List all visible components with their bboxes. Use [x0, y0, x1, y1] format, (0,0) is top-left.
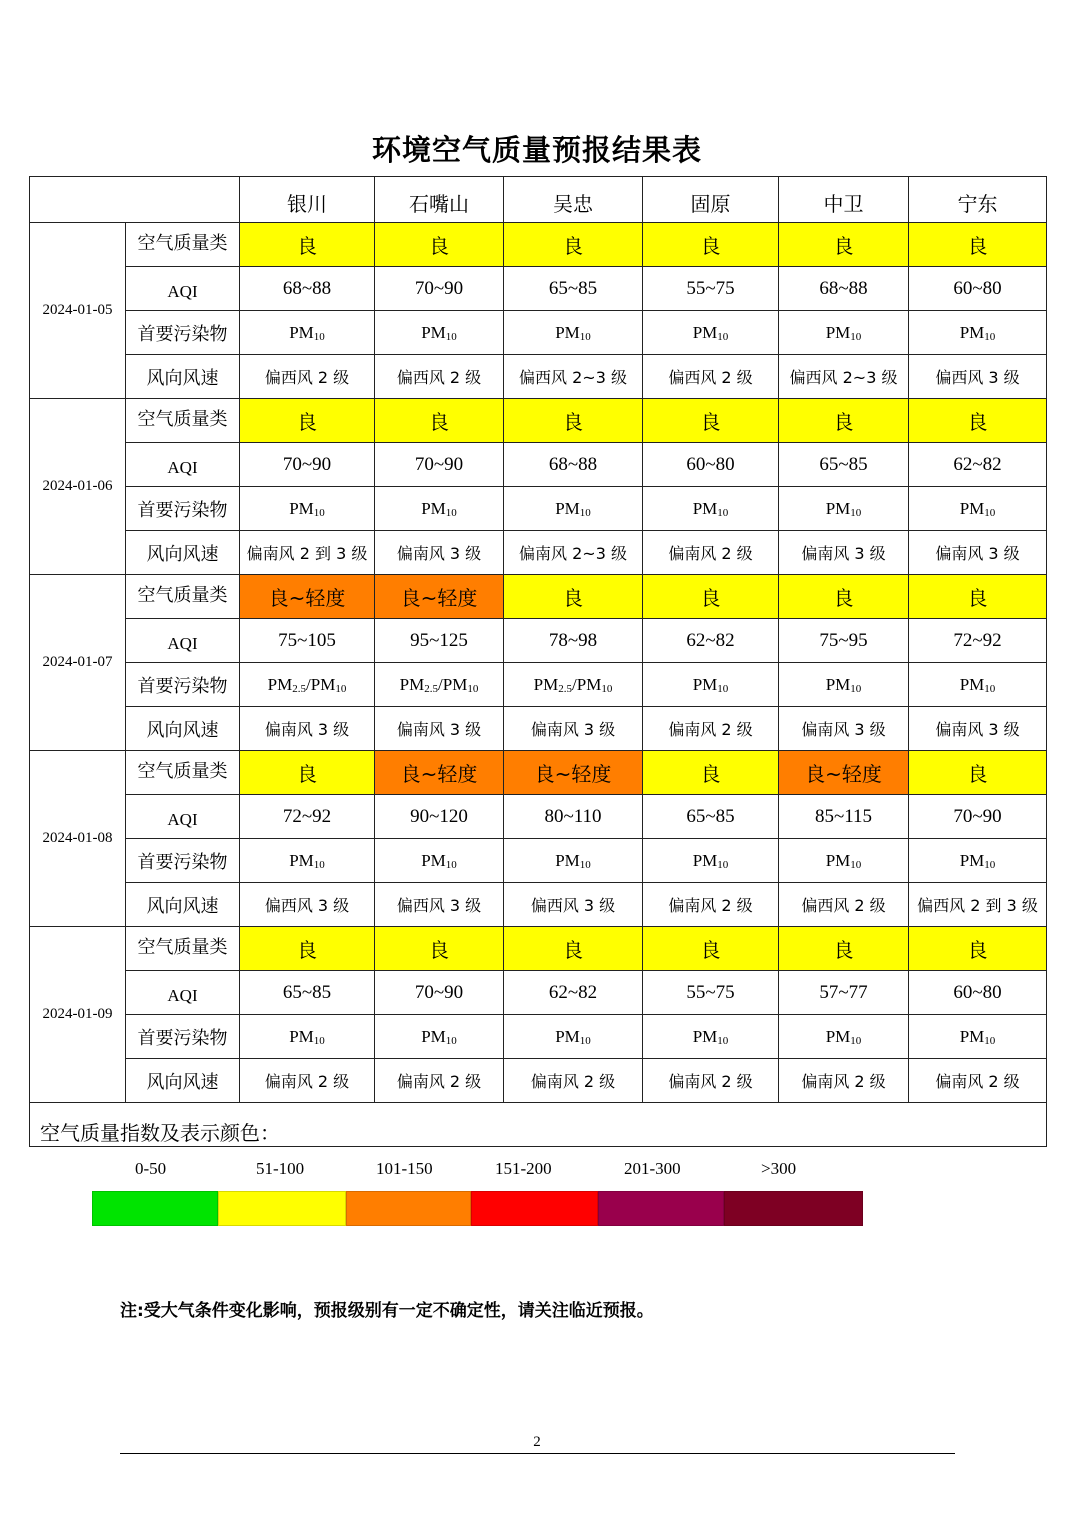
legend-color-swatch — [92, 1191, 218, 1226]
aqi-row — [30, 795, 1047, 839]
wind-cell: 偏西风 2~3 级 — [779, 355, 909, 399]
note-text: 注:受大气条件变化影响，预报级别有一定不确定性，请关注临近预报。 — [120, 1301, 654, 1321]
legend-color-swatch — [724, 1191, 863, 1226]
page-number: 2 — [533, 1434, 541, 1450]
quality-category-cell: 良 — [240, 223, 375, 267]
wind-cell: 偏南风 2~3 级 — [504, 531, 643, 575]
quality-category-cell: 良 — [779, 927, 909, 971]
pollutant-cell: $PM_{10}$ — [504, 311, 643, 355]
aqi-row — [30, 971, 1047, 1015]
quality-row — [30, 399, 1047, 443]
quality-category-cell: 良 — [504, 575, 643, 619]
row-label-quality: 空气质量类 — [126, 751, 240, 795]
date-cell: 2024-01-07 — [30, 575, 126, 751]
quality-category-cell: 良 — [375, 223, 504, 267]
pollutant-cell: $PM_{10}$ — [779, 487, 909, 531]
aqi-value-cell: 80~110 — [504, 795, 643, 839]
quality-category-cell: 良 — [643, 575, 779, 619]
aqi-value-cell: 68~88 — [779, 267, 909, 311]
aqi-value-cell: 55~75 — [643, 971, 779, 1015]
pollutant-cell: $PM_{2.5}/PM_{10}$ — [375, 663, 504, 707]
quality-category-cell: 良 — [643, 399, 779, 443]
wind-cell: 偏西风 3 级 — [504, 883, 643, 927]
aqi-value-cell: 70~90 — [375, 267, 504, 311]
quality-category-cell: 良 — [240, 927, 375, 971]
date-cell: 2024-01-06 — [30, 399, 126, 575]
aqi-value-cell: 68~88 — [504, 443, 643, 487]
row-label-aqi: AQI — [126, 443, 240, 487]
wind-cell: 偏西风 2 级 — [240, 355, 375, 399]
legend-range-label: 101-150 — [376, 1159, 433, 1178]
quality-row — [30, 927, 1047, 971]
row-label-quality: 空气质量类 — [126, 399, 240, 443]
pollutant-cell: $PM_{10}$ — [643, 839, 779, 883]
row-label-wind: 风向风速 — [126, 531, 240, 575]
row-label-pollutant: 首要污染物 — [126, 839, 240, 883]
aqi-row — [30, 267, 1047, 311]
legend-color-swatch — [346, 1191, 471, 1226]
wind-cell: 偏南风 3 级 — [240, 707, 375, 751]
date-cell: 2024-01-09 — [30, 927, 126, 1103]
row-label-aqi: AQI — [126, 795, 240, 839]
quality-row — [30, 575, 1047, 619]
aqi-value-cell: 60~80 — [909, 971, 1047, 1015]
row-label-wind: 风向风速 — [126, 1059, 240, 1103]
aqi-value-cell: 62~82 — [909, 443, 1047, 487]
aqi-value-cell: 55~75 — [643, 267, 779, 311]
aqi-value-cell: 90~120 — [375, 795, 504, 839]
wind-cell: 偏西风 2 到 3 级 — [909, 883, 1047, 927]
pollutant-cell: $PM_{10}$ — [909, 663, 1047, 707]
quality-category-cell: 良~轻度 — [375, 751, 504, 795]
wind-cell: 偏南风 2 级 — [375, 1059, 504, 1103]
wind-row — [30, 531, 1047, 575]
wind-cell: 偏南风 3 级 — [779, 531, 909, 575]
aqi-value-cell: 65~85 — [240, 971, 375, 1015]
pollutant-cell: $PM_{10}$ — [504, 487, 643, 531]
quality-category-cell: 良~轻度 — [504, 751, 643, 795]
aqi-value-cell: 57~77 — [779, 971, 909, 1015]
wind-cell: 偏西风 3 级 — [240, 883, 375, 927]
pollutant-cell: $PM_{10}$ — [240, 839, 375, 883]
wind-cell: 偏南风 2 到 3 级 — [240, 531, 375, 575]
quality-category-cell: 良 — [779, 575, 909, 619]
aqi-value-cell: 60~80 — [643, 443, 779, 487]
wind-cell: 偏南风 3 级 — [909, 531, 1047, 575]
quality-category-cell: 良~轻度 — [375, 575, 504, 619]
wind-cell: 偏西风 2~3 级 — [504, 355, 643, 399]
legend-title: 空气质量指数及表示颜色： — [40, 1121, 280, 1145]
aqi-value-cell: 75~95 — [779, 619, 909, 663]
quality-category-cell: 良~轻度 — [240, 575, 375, 619]
quality-row — [30, 223, 1047, 267]
wind-cell: 偏南风 3 级 — [375, 707, 504, 751]
quality-category-cell: 良 — [779, 223, 909, 267]
legend-color-swatch — [471, 1191, 598, 1226]
quality-category-cell: 良 — [504, 223, 643, 267]
page-title: 环境空气质量预报结果表 — [371, 133, 702, 167]
pollutant-cell: $PM_{10}$ — [504, 839, 643, 883]
wind-cell: 偏南风 3 级 — [375, 531, 504, 575]
pollutant-cell: $PM_{10}$ — [909, 1015, 1047, 1059]
quality-category-cell: 良 — [504, 399, 643, 443]
row-label-pollutant: 首要污染物 — [126, 663, 240, 707]
city-header: 固原 — [643, 177, 779, 223]
quality-category-cell: 良 — [909, 399, 1047, 443]
legend-range-label: 151-200 — [495, 1159, 552, 1178]
wind-row — [30, 355, 1047, 399]
pollutant-row — [30, 1015, 1047, 1059]
pollutant-cell: $PM_{10}$ — [375, 839, 504, 883]
wind-cell: 偏南风 3 级 — [504, 707, 643, 751]
quality-category-cell: 良 — [909, 575, 1047, 619]
row-label-quality: 空气质量类 — [126, 575, 240, 619]
aqi-value-cell: 65~85 — [504, 267, 643, 311]
row-label-aqi: AQI — [126, 971, 240, 1015]
aqi-value-cell: 75~105 — [240, 619, 375, 663]
city-header: 吴忠 — [504, 177, 643, 223]
forecast-table — [29, 176, 1047, 1178]
quality-category-cell: 良 — [643, 223, 779, 267]
quality-category-cell: 良 — [504, 927, 643, 971]
quality-category-cell: 良~轻度 — [779, 751, 909, 795]
row-label-aqi: AQI — [126, 619, 240, 663]
row-label-pollutant: 首要污染物 — [126, 487, 240, 531]
wind-cell: 偏南风 2 级 — [643, 531, 779, 575]
city-header: 中卫 — [779, 177, 909, 223]
pollutant-cell: $PM_{10}$ — [909, 839, 1047, 883]
pollutant-cell: $PM_{10}$ — [909, 487, 1047, 531]
aqi-value-cell: 70~90 — [375, 443, 504, 487]
legend-row — [30, 1103, 1047, 1147]
legend-range-label: >300 — [761, 1159, 797, 1178]
quality-category-cell: 良 — [375, 399, 504, 443]
aqi-value-cell: 72~92 — [240, 795, 375, 839]
aqi-value-cell: 70~90 — [240, 443, 375, 487]
header-corner — [30, 177, 240, 223]
wind-cell: 偏西风 2 级 — [643, 355, 779, 399]
wind-cell: 偏南风 2 级 — [643, 883, 779, 927]
aqi-value-cell: 60~80 — [909, 267, 1047, 311]
legend-range-label: 51-100 — [256, 1159, 305, 1178]
wind-row — [30, 707, 1047, 751]
pollutant-cell: $PM_{10}$ — [779, 311, 909, 355]
pollutant-cell: $PM_{10}$ — [779, 839, 909, 883]
city-header: 宁东 — [909, 177, 1047, 223]
wind-cell: 偏南风 2 级 — [779, 1059, 909, 1103]
pollutant-cell: $PM_{10}$ — [240, 311, 375, 355]
pollutant-row — [30, 311, 1047, 355]
row-label-wind: 风向风速 — [126, 707, 240, 751]
date-cell: 2024-01-05 — [30, 223, 126, 399]
wind-cell: 偏西风 2 级 — [779, 883, 909, 927]
quality-row — [30, 751, 1047, 795]
quality-category-cell: 良 — [240, 751, 375, 795]
pollutant-cell: $PM_{10}$ — [504, 1015, 643, 1059]
pollutant-cell: $PM_{10}$ — [779, 663, 909, 707]
wind-cell: 偏南风 2 级 — [240, 1059, 375, 1103]
pollutant-row — [30, 839, 1047, 883]
wind-cell: 偏西风 3 级 — [909, 355, 1047, 399]
header-row — [30, 177, 1047, 223]
city-header: 石嘴山 — [375, 177, 504, 223]
aqi-value-cell: 62~82 — [643, 619, 779, 663]
quality-category-cell: 良 — [779, 399, 909, 443]
wind-cell: 偏南风 3 级 — [779, 707, 909, 751]
aqi-value-cell: 85~115 — [779, 795, 909, 839]
row-label-pollutant: 首要污染物 — [126, 311, 240, 355]
quality-category-cell: 良 — [909, 223, 1047, 267]
aqi-value-cell: 70~90 — [375, 971, 504, 1015]
aqi-value-cell: 70~90 — [909, 795, 1047, 839]
aqi-value-cell: 65~85 — [779, 443, 909, 487]
quality-category-cell: 良 — [240, 399, 375, 443]
row-label-quality: 空气质量类 — [126, 223, 240, 267]
date-cell: 2024-01-08 — [30, 751, 126, 927]
wind-cell: 偏南风 2 级 — [504, 1059, 643, 1103]
row-label-quality: 空气质量类 — [126, 927, 240, 971]
pollutant-cell: $PM_{10}$ — [375, 311, 504, 355]
pollutant-cell: $PM_{10}$ — [643, 663, 779, 707]
pollutant-cell: $PM_{10}$ — [643, 311, 779, 355]
legend-range-label: 201-300 — [624, 1159, 681, 1178]
wind-cell: 偏西风 3 级 — [375, 883, 504, 927]
pollutant-cell: $PM_{10}$ — [240, 1015, 375, 1059]
aqi-value-cell: 62~82 — [504, 971, 643, 1015]
legend-range-label: 0-50 — [135, 1159, 167, 1178]
row-label-aqi: AQI — [126, 267, 240, 311]
wind-row — [30, 1059, 1047, 1103]
aqi-row — [30, 619, 1047, 663]
quality-category-cell: 良 — [909, 927, 1047, 971]
wind-row — [30, 883, 1047, 927]
aqi-value-cell: 95~125 — [375, 619, 504, 663]
row-label-pollutant: 首要污染物 — [126, 1015, 240, 1059]
pollutant-cell: $PM_{10}$ — [375, 1015, 504, 1059]
footer-divider — [120, 1453, 955, 1454]
legend-color-swatch — [598, 1191, 724, 1226]
pollutant-cell: $PM_{10}$ — [779, 1015, 909, 1059]
row-label-wind: 风向风速 — [126, 355, 240, 399]
pollutant-cell: $PM_{2.5}/PM_{10}$ — [504, 663, 643, 707]
pollutant-cell: $PM_{10}$ — [909, 311, 1047, 355]
city-header: 银川 — [240, 177, 375, 223]
pollutant-cell: $PM_{10}$ — [643, 487, 779, 531]
pollutant-cell: $PM_{10}$ — [240, 487, 375, 531]
quality-category-cell: 良 — [643, 927, 779, 971]
aqi-value-cell: 72~92 — [909, 619, 1047, 663]
wind-cell: 偏南风 2 级 — [643, 1059, 779, 1103]
quality-category-cell: 良 — [909, 751, 1047, 795]
pollutant-cell: $PM_{10}$ — [375, 487, 504, 531]
row-label-wind: 风向风速 — [126, 883, 240, 927]
wind-cell: 偏南风 2 级 — [909, 1059, 1047, 1103]
aqi-value-cell: 68~88 — [240, 267, 375, 311]
pollutant-cell: $PM_{10}$ — [643, 1015, 779, 1059]
pollutant-row — [30, 487, 1047, 531]
quality-category-cell: 良 — [375, 927, 504, 971]
wind-cell: 偏南风 2 级 — [643, 707, 779, 751]
pollutant-cell: $PM_{2.5}/PM_{10}$ — [240, 663, 375, 707]
aqi-value-cell: 65~85 — [643, 795, 779, 839]
aqi-row — [30, 443, 1047, 487]
legend-color-swatch — [218, 1191, 346, 1226]
aqi-color-legend — [30, 1103, 1047, 1178]
aqi-value-cell: 78~98 — [504, 619, 643, 663]
quality-category-cell: 良 — [643, 751, 779, 795]
wind-cell: 偏南风 3 级 — [909, 707, 1047, 751]
wind-cell: 偏西风 2 级 — [375, 355, 504, 399]
pollutant-row — [30, 663, 1047, 707]
